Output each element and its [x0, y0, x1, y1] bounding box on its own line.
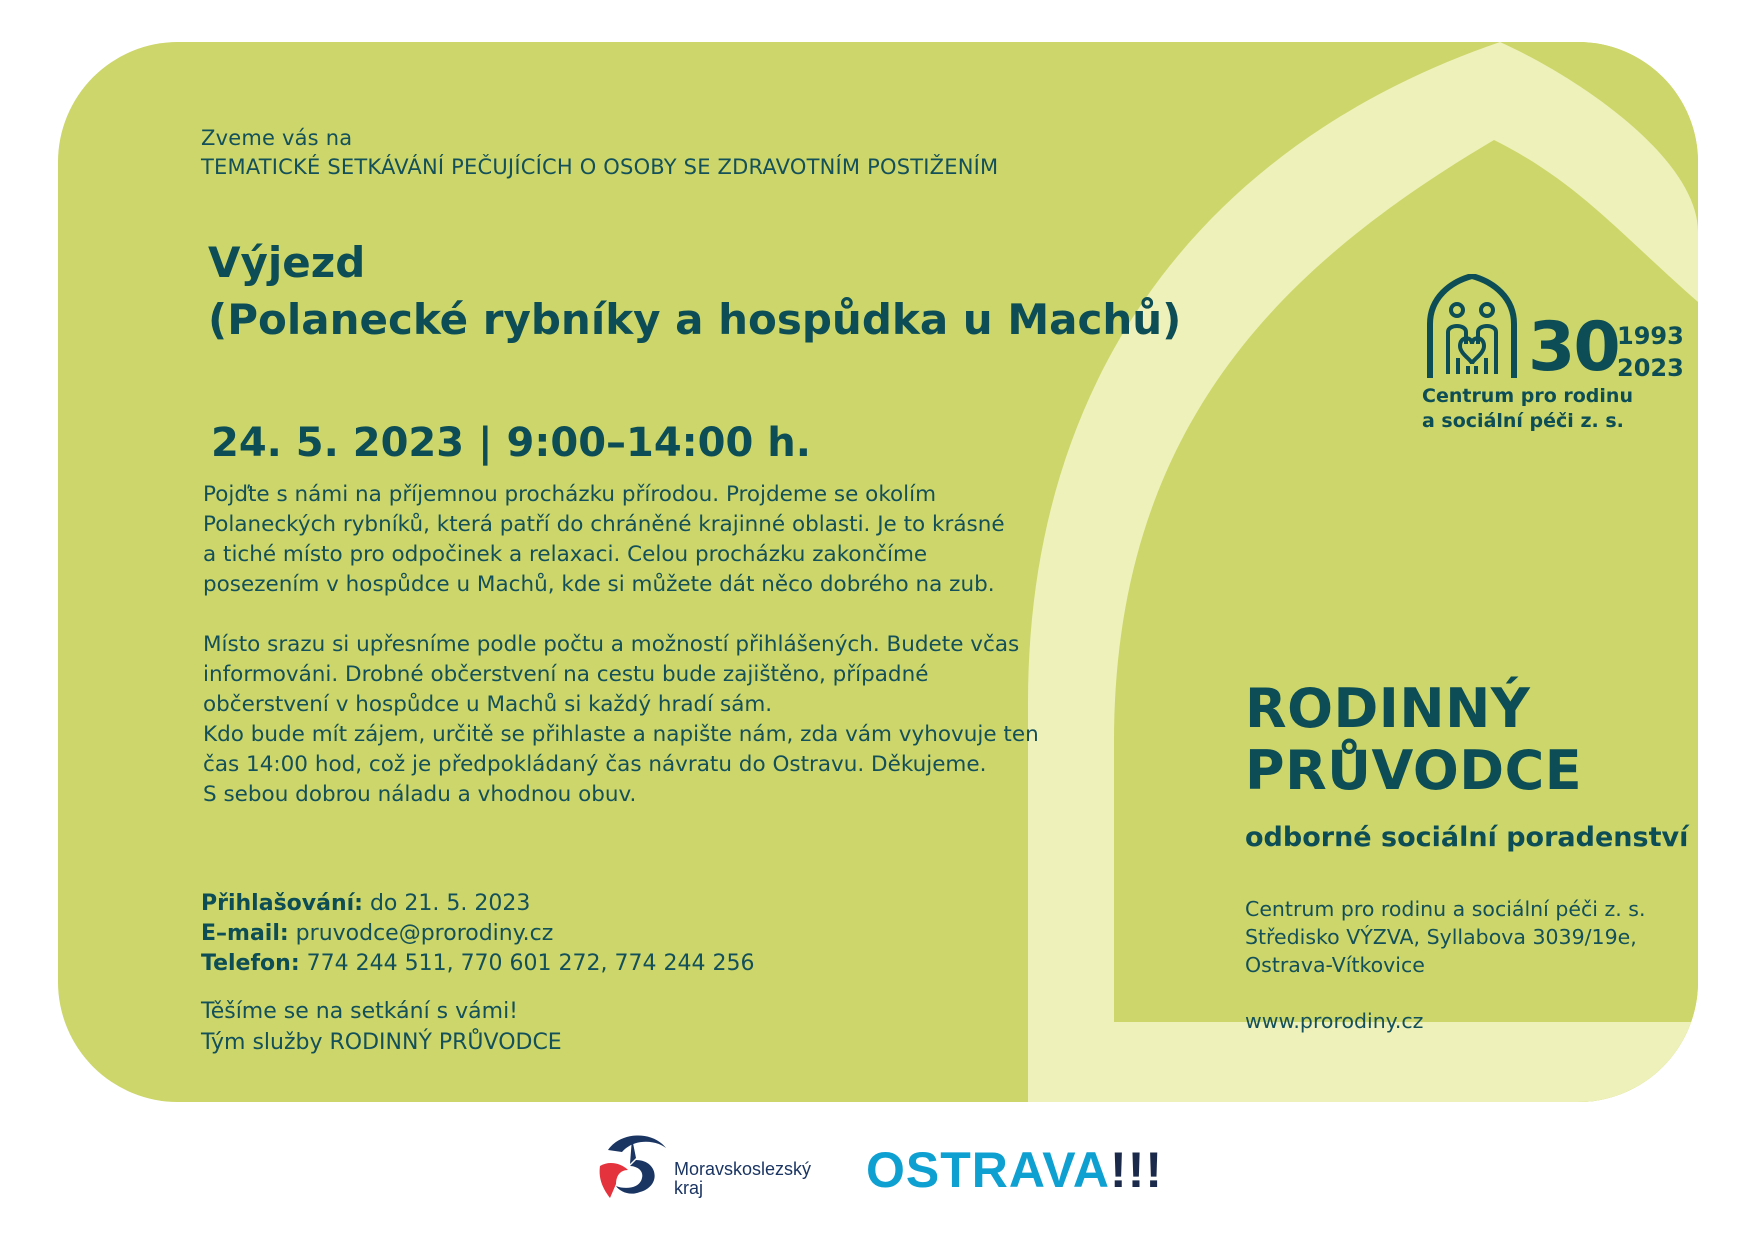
service-name-line: RODINNÝ: [1245, 677, 1531, 740]
description-paragraph-2: [203, 630, 1083, 810]
event-title: Výjezd: [208, 238, 366, 287]
description-line: a tiché místo pro odpočinek a relaxaci. Celou procházku zakončíme: [203, 542, 928, 567]
ostrava-exclamations: !!!: [1110, 1142, 1163, 1198]
description-line: Kdo bude mít zájem, určitě se přihlaste a napište nám, zda vám vyhovuje ten: [203, 722, 1039, 747]
organization-name-line: a sociální péči z. s.: [1422, 410, 1624, 432]
description-paragraph-1: [203, 480, 1083, 600]
description-line: Pojďte s námi na příjemnou procházku přírodou. Projdeme se okolím: [203, 482, 937, 507]
year-start: 1993: [1617, 322, 1684, 350]
phone-label: Telefon:: [201, 951, 300, 976]
ostrava-word: OSTRAVA: [866, 1142, 1111, 1198]
contact-block: [201, 889, 754, 979]
closing-block: [201, 996, 562, 1058]
email-row: [201, 919, 754, 949]
anniversary-number: 30: [1528, 308, 1619, 387]
region-emblem-icon: [596, 1130, 670, 1200]
phone-row: [201, 949, 754, 979]
description-line: posezením v hospůdce u Machů, kde si můžete dát něco dobrého na zub.: [203, 572, 995, 597]
service-subtitle: odborné sociální poradenství: [1245, 822, 1689, 853]
description-line: čas 14:00 hod, což je předpokládaný čas návratu do Ostravu. Děkujeme.: [203, 752, 987, 777]
event-subtitle: (Polanecké rybníky a hospůdka u Machů): [208, 295, 1182, 344]
year-end: 2023: [1617, 354, 1684, 382]
phone-numbers: 774 244 511, 770 601 272, 774 244 256: [299, 951, 755, 976]
moravskoslezsky-kraj-logo: [596, 1130, 826, 1200]
closing-signature: Tým služby RODINNÝ PRŮVODCE: [201, 1030, 562, 1055]
region-name-line: kraj: [674, 1178, 704, 1198]
service-name: [1245, 678, 1582, 802]
registration-row: [201, 889, 754, 919]
email-address[interactable]: pruvodce@prorodiny.cz: [288, 921, 554, 946]
organization-name: [1422, 384, 1633, 434]
closing-greeting: Těšíme se na setkání s vámi!: [201, 999, 519, 1024]
description-line: občerstvení v hospůdce u Machů si každý hradí sám.: [203, 692, 773, 717]
description-line: Místo srazu si upřesníme podle počtu a možností přihlášených. Budete včas: [203, 632, 1020, 657]
ostrava-logo: [866, 1142, 1163, 1198]
family-arch-icon: [1424, 274, 1520, 378]
event-datetime: 24. 5. 2023 | 9:00–14:00 h.: [211, 420, 811, 466]
service-name-line: PRŮVODCE: [1245, 739, 1583, 802]
organization-logo: [1422, 274, 1692, 434]
description-line: Polaneckých rybníků, která patří do chráněné krajinné oblasti. Je to krásné: [203, 512, 1005, 537]
address-line: Ostrava-Vítkovice: [1245, 953, 1425, 977]
intro-invite: Zveme vás na: [201, 126, 353, 150]
invitation-card: [58, 42, 1698, 1102]
address-line: Centrum pro rodinu a sociální péči z. s.: [1245, 897, 1646, 921]
website-link[interactable]: www.prorodiny.cz: [1245, 1009, 1424, 1033]
intro-event-type: TEMATICKÉ SETKÁVÁNÍ PEČUJÍCÍCH O OSOBY SE ZDRAVOTNÍM POSTIŽENÍM: [201, 155, 999, 179]
region-name-line: Moravskoslezský: [674, 1159, 812, 1179]
address-block: [1245, 895, 1645, 979]
registration-label: Přihlašování:: [201, 891, 363, 916]
anniversary-years: [1617, 320, 1684, 384]
email-label: E–mail:: [201, 921, 289, 946]
organization-name-line: Centrum pro rodinu: [1422, 385, 1633, 407]
description-line: S sebou dobrou náladu a vhodnou obuv.: [203, 782, 637, 807]
registration-deadline: do 21. 5. 2023: [362, 891, 531, 916]
address-line: Středisko VÝZVA, Syllabova 3039/19e,: [1245, 925, 1637, 949]
description-line: informováni. Drobné občerstvení na cestu bude zajištěno, případné: [203, 662, 929, 687]
region-name: [674, 1160, 811, 1198]
